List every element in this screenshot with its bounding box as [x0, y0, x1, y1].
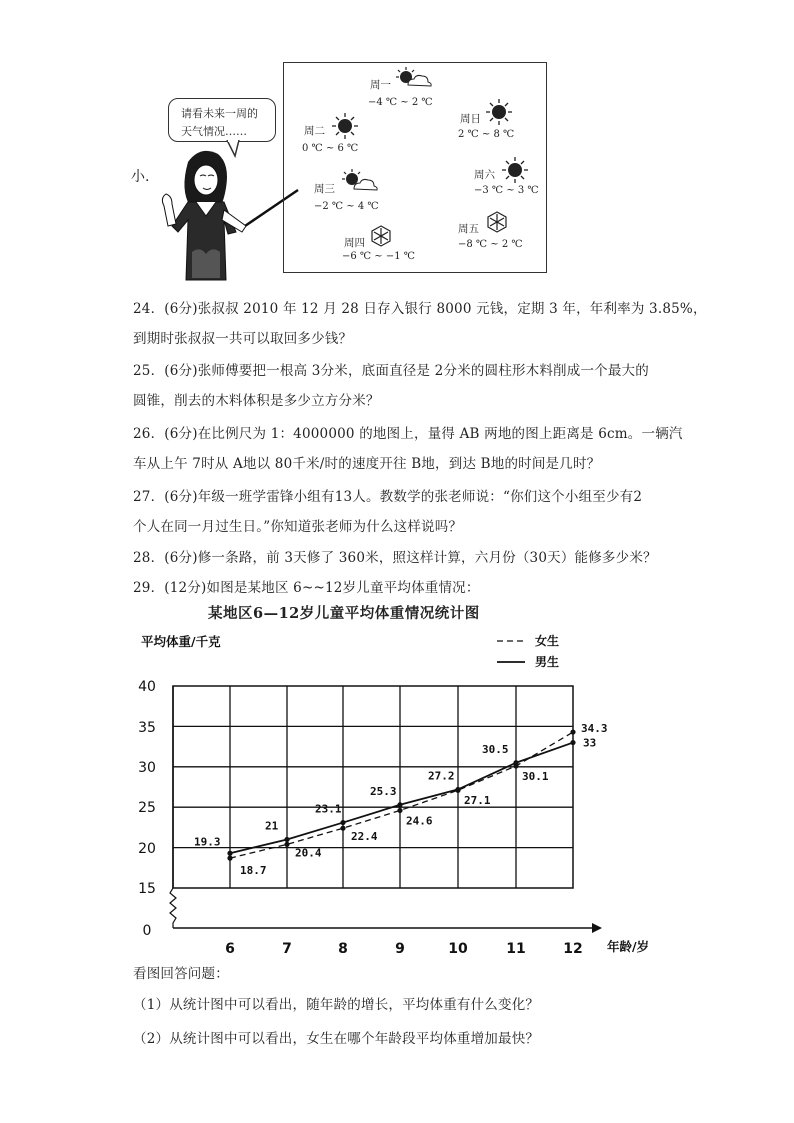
chart-legend — [497, 633, 559, 669]
sun-icon — [486, 99, 512, 125]
data-label-boys: 23.1 — [315, 802, 342, 816]
data-label-boys: 30.5 — [482, 742, 509, 756]
series-line-boys — [230, 743, 573, 854]
data-label-boys: 19.3 — [194, 835, 221, 849]
sun-icon — [332, 113, 358, 139]
after-chart-line: 看图回答问题： — [133, 966, 229, 982]
y-tick-label: 35 — [138, 720, 156, 736]
sun-icon — [502, 157, 528, 183]
chart-data-labels — [194, 722, 608, 877]
teacher-illustration — [150, 140, 300, 285]
data-label-girls: 24.6 — [406, 814, 433, 828]
weather-temp: −4 ℃ ~ 2 ℃ — [368, 97, 433, 108]
weather-temp: 2 ℃ ~ 8 ℃ — [458, 129, 515, 140]
question-line: 29．(12分)如图是某地区 6~~12岁儿童平均体重情况： — [133, 580, 480, 596]
chart-grid — [173, 686, 573, 888]
sun-cloud-icon — [340, 169, 380, 193]
weather-day-label: 周二 — [304, 125, 325, 137]
x-axis-arrow — [592, 923, 602, 933]
data-point — [513, 760, 518, 765]
data-label-girls: 20.4 — [295, 846, 322, 860]
question-line: 25．(6分)张师傅要把一根高 3分米，底面直径是 2分米的圆柱形木料削成一个最大的 — [133, 363, 649, 379]
question-line: 到期时张叔叔一共可以取回多少钱？ — [133, 331, 353, 347]
x-tick-label: 11 — [506, 941, 526, 957]
question-line: 28．(6分)修一条路，前 3天修了 360米，照这样计算，六月份（30天）能修多少米？ — [133, 550, 657, 566]
question-line: 24．(6分)张叔叔 2010 年 12 月 28 日存入银行 8000 元钱，定期 3 年，年利率为 3.85%， — [133, 301, 707, 317]
x-tick-label: 9 — [395, 941, 405, 957]
y-axis-break — [170, 888, 176, 928]
weather-temp: 0 ℃ ~ 6 ℃ — [302, 143, 359, 154]
weather-day-label: 周四 — [344, 237, 365, 249]
data-point — [340, 826, 345, 831]
y-tick-label: 15 — [138, 881, 156, 897]
data-point — [284, 842, 289, 847]
sun-cloud-icon — [394, 67, 434, 89]
y-axis-label: 平均体重/千克 — [141, 634, 221, 649]
data-label-girls: 27.1 — [464, 794, 491, 808]
x-tick-label: 7 — [282, 941, 292, 957]
weather-temp: −6 ℃ ~ −1 ℃ — [342, 251, 415, 262]
data-point — [513, 763, 518, 768]
data-label-boys: 25.3 — [370, 784, 397, 798]
after-chart-line: （1）从统计图中可以看出，随年龄的增长，平均体重有什么变化？ — [133, 997, 540, 1013]
data-point — [570, 729, 575, 734]
after-chart-line: （2）从统计图中可以看出，女生在哪个年龄段平均体重增加最快？ — [133, 1031, 540, 1047]
data-point — [455, 788, 460, 793]
data-label-boys: 21 — [265, 819, 279, 833]
x-tick-label: 10 — [448, 941, 468, 957]
data-point — [397, 802, 402, 807]
x-tick-label: 6 — [225, 941, 235, 957]
question-line: 圆锥，削去的木料体积是多少立方分米？ — [133, 393, 380, 409]
legend-label-girls: 女生 — [535, 634, 560, 648]
x-tick-label: 12 — [563, 941, 583, 957]
weather-day-label: 周日 — [460, 113, 481, 125]
bubble-tail — [225, 140, 245, 158]
chart-title: 某地区6—12岁儿童平均体重情况统计图 — [208, 605, 480, 622]
legend-label-boys: 男生 — [535, 655, 560, 669]
data-label-girls: 30.1 — [522, 769, 549, 783]
prefix-text: 小. — [131, 169, 150, 185]
weather-temp: −8 ℃ ~ 2 ℃ — [458, 239, 523, 250]
question-line: 27．(6分)年级一班学雷锋小组有13人。教数学的张老师说：“你们这个小组至少有2 — [133, 489, 643, 505]
question-line: 26．(6分)在比例尺为 1：4000000 的地图上，量得 AB 两地的图上距离是 6cm。一辆汽 — [133, 426, 683, 442]
plot-frame — [173, 686, 573, 888]
bubble-line-2: 天气情况…… — [181, 125, 247, 138]
data-label-girls: 18.7 — [240, 864, 267, 878]
weather-temp: −2 ℃ ~ 4 ℃ — [314, 201, 379, 212]
data-point — [340, 820, 345, 825]
speech-bubble — [168, 98, 276, 142]
data-point — [455, 787, 460, 792]
chart-series — [227, 729, 575, 860]
data-label-girls: 34.3 — [581, 722, 608, 736]
series-line-girls — [230, 732, 573, 858]
weather-day-label: 周三 — [314, 183, 335, 195]
y-tick-label: 30 — [138, 760, 156, 776]
weather-day-label: 周六 — [474, 169, 495, 181]
weather-forecast-box — [283, 62, 547, 273]
x-axis-label: 年龄/岁 — [607, 939, 650, 954]
data-point — [227, 851, 232, 856]
data-point — [284, 837, 289, 842]
data-point — [570, 740, 575, 745]
weather-day-label: 周五 — [458, 223, 479, 235]
snowflake-icon — [370, 225, 392, 247]
data-label-boys: 27.2 — [428, 769, 455, 783]
chart-axes — [170, 686, 602, 933]
y-tick-label: 20 — [138, 841, 156, 857]
weather-day-label: 周一 — [370, 79, 391, 91]
data-point — [227, 856, 232, 861]
y-tick-label: 25 — [138, 800, 156, 816]
y-tick-label: 40 — [138, 679, 156, 695]
question-line: 车从上午 7时从 A地以 80千米/时的速度开往 B地，到达 B地的时间是几时？ — [133, 456, 601, 472]
data-label-girls: 22.4 — [351, 830, 378, 844]
bubble-line-1: 请看未来一周的 — [181, 107, 258, 120]
snowflake-icon — [486, 211, 508, 233]
data-label-boys: 33 — [583, 736, 597, 750]
weather-temp: −3 ℃ ~ 3 ℃ — [474, 185, 539, 196]
y-tick-label: 0 — [142, 923, 152, 939]
x-tick-label: 8 — [338, 941, 348, 957]
chart-ticks — [138, 634, 649, 957]
data-point — [397, 808, 402, 813]
question-line: 个人在同一月过生日。”你知道张老师为什么这样说吗？ — [133, 519, 463, 535]
